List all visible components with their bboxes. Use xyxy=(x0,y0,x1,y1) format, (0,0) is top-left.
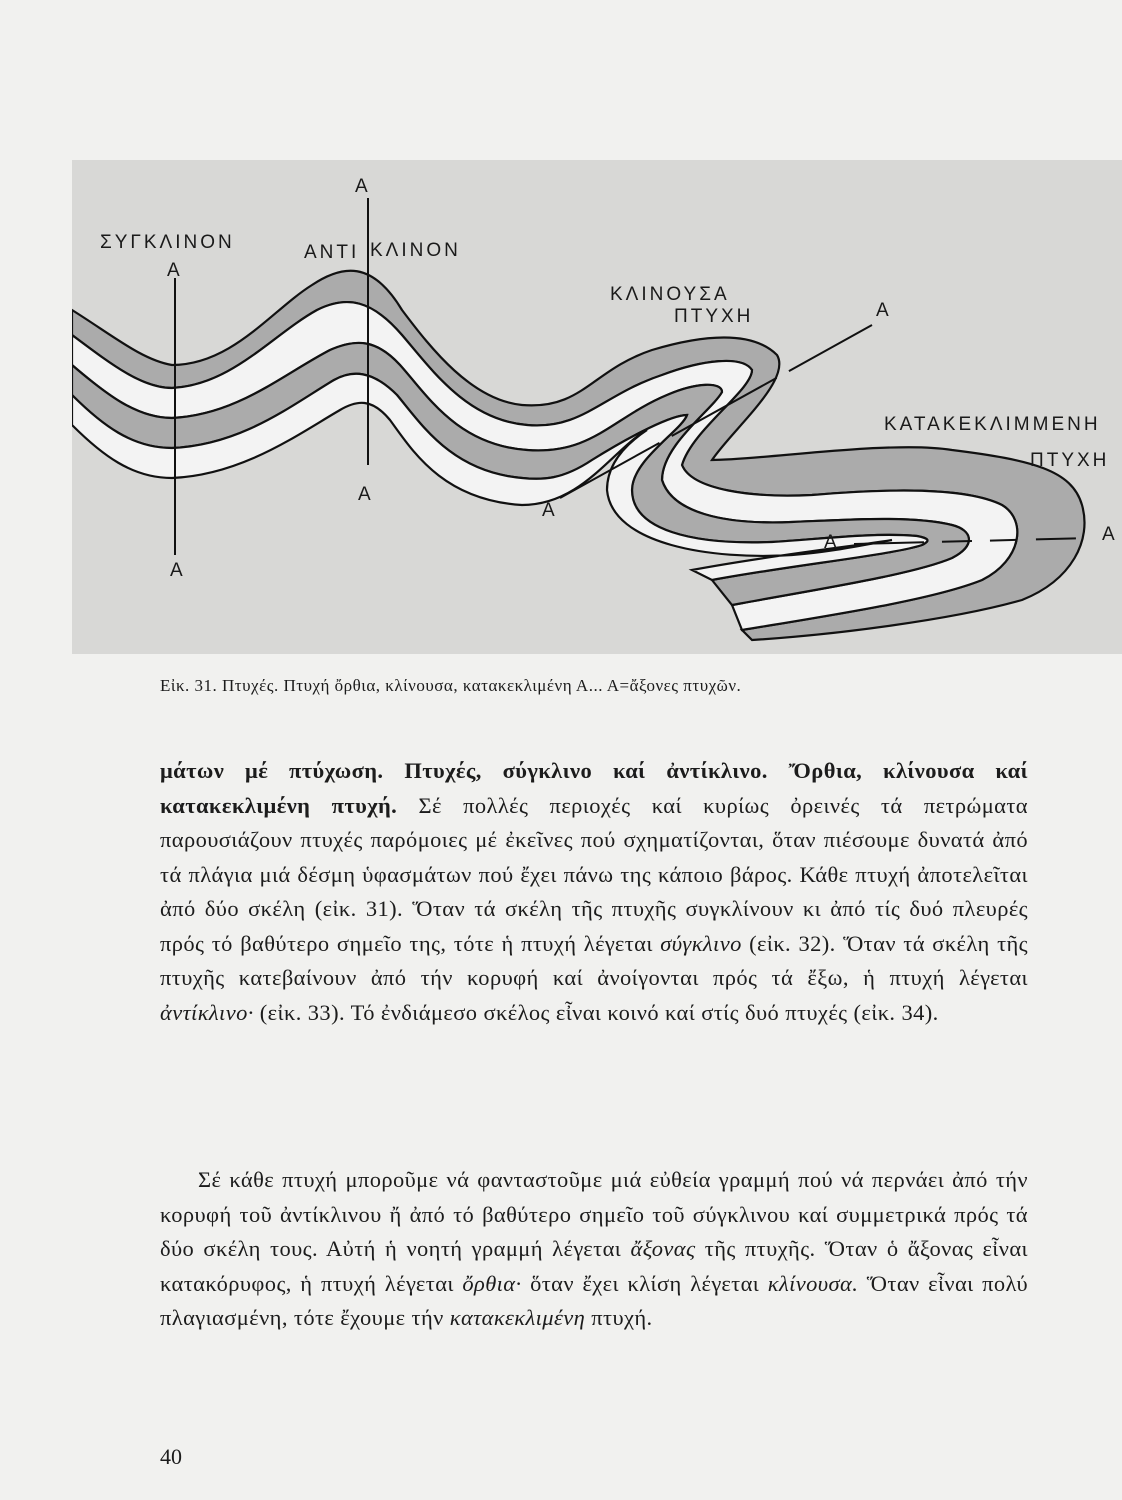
paragraph-2-text-2: τῆς πτυχῆς. Ὅταν ὁ ἄξονας εἶναι κατακόρυφος, ἡ πτυχή λέγεται xyxy=(160,1236,1028,1296)
paragraph-1-text-3: (εἰκ. 33). Τό ἐνδιάμεσο σκέλος εἶναι κοινό καί στίς δυό πτυχές (εἰκ. 34). xyxy=(253,999,939,1025)
term-anticline: ἀντίκλινο· xyxy=(160,999,254,1025)
paragraph-2-text-4: Ὅταν εἶναι πολύ πλαγιασμένη, τότε ἔχουμε τήν xyxy=(160,1270,1028,1330)
label-axis-recumbent-right: Α xyxy=(1102,524,1118,545)
paragraph-2 xyxy=(160,1163,1028,1336)
term-inclined: κλίνουσα. xyxy=(767,1270,859,1296)
label-antiklinon-right: ΚΛΙΝΟΝ xyxy=(370,240,461,261)
figure-caption: Εἰκ. 31. Πτυχές. Πτυχή ὄρθια, κλίνουσα, κατακεκλιμένη Α... Α=ἄξονες πτυχῶν. xyxy=(160,676,742,695)
paragraph-2-text-1: Σέ κάθε πτυχή μποροῦμε νά φανταστοῦμε μιά εὐθεία γραμμή πού νά περνάει ἀπό τήν κορυφή τοῦ ἀντίκλινου ἤ ἀπό τό βαθύτερο σημεῖο τοῦ σύγκλινου καί συμμετρικά πρός τά δύο σκέλη τους. Αὐτή ἡ νοητή γραμμή λέγεται xyxy=(160,1167,1028,1261)
term-syncline: σύγκλινο xyxy=(660,930,742,956)
term-recumbent: κατακεκλιμένη xyxy=(449,1305,586,1330)
label-klinousa: ΚΛΙΝΟΥΣΑ xyxy=(610,284,730,305)
term-upright: ὄρθια· xyxy=(462,1270,522,1296)
paragraph-1-text-1: Σέ πολλές περιοχές καί κυρίως ὀρεινές τά πετρώματα παρουσιάζουν πτυχές παρόμοιες μέ ἐκεῖνες πού σχηματίζονται, ὅταν πιέσουμε δυνατά ἀπό τά πλάγια μιά δέσμη ὑφασμάτων πού ἔχει πάνω της κάποιο βάρος. Κάθε πτυχή ἀποτελεῖται ἀπό δύο σκέλη (εἰκ. 31). Ὅταν τά σκέλη τῆς πτυχῆς συγκλίνουν κι ἀπό τίς δυό πλευρές πρός τό βαθύτερο σημεῖο της, τότε ἡ πτυχή λέγεται xyxy=(160,792,1028,956)
page-number: 40 xyxy=(160,1444,182,1469)
paragraph-1 xyxy=(160,754,1028,1030)
label-antiklinon-left: ΑΝΤΙ xyxy=(304,242,360,263)
fold-diagram xyxy=(72,160,1122,654)
label-axis-anticline-bottom: Α xyxy=(358,484,374,505)
label-axis-syncline-top: Α xyxy=(167,260,183,281)
label-ptyxi-recumbent: ΠΤΥΧΗ xyxy=(1030,450,1110,471)
label-axis-syncline-bottom: Α xyxy=(170,560,186,581)
paragraph-2-text-5: πτυχή. xyxy=(585,1305,653,1330)
label-axis-inclined-bottom: Α xyxy=(542,500,558,521)
paragraph-1-bold-lead: μάτων μέ πτύχωση. Πτυχές, σύγκλινο καί ἀντίκλινο. Ὄρθια, κλίνουσα καί κατακεκλιμένη πτυχή. xyxy=(160,758,1028,818)
label-axis-recumbent-left: Α xyxy=(824,532,840,553)
label-axis-inclined-top: Α xyxy=(876,300,892,321)
paragraph-2-text-3: ὅταν ἔχει κλίση λέγεται xyxy=(521,1270,768,1296)
term-axis: ἄξονας xyxy=(630,1236,696,1261)
label-axis-anticline-top: Α xyxy=(355,176,371,197)
label-sygklinon: ΣΥΓΚΛΙΝΟΝ xyxy=(100,232,235,253)
paragraph-1-text-2: (εἰκ. 32). Ὅταν τά σκέλη τῆς πτυχῆς κατεβαίνουν ἀπό τήν κορυφή καί ἀνοίγονται πρός τά ἔξω, ἡ πτυχή λέγεται xyxy=(160,930,1028,990)
label-ptyxi-inclined: ΠΤΥΧΗ xyxy=(674,306,754,327)
label-katakeklimmeni: ΚΑΤΑΚΕΚΛΙΜΜΕΝΗ xyxy=(884,414,1101,435)
